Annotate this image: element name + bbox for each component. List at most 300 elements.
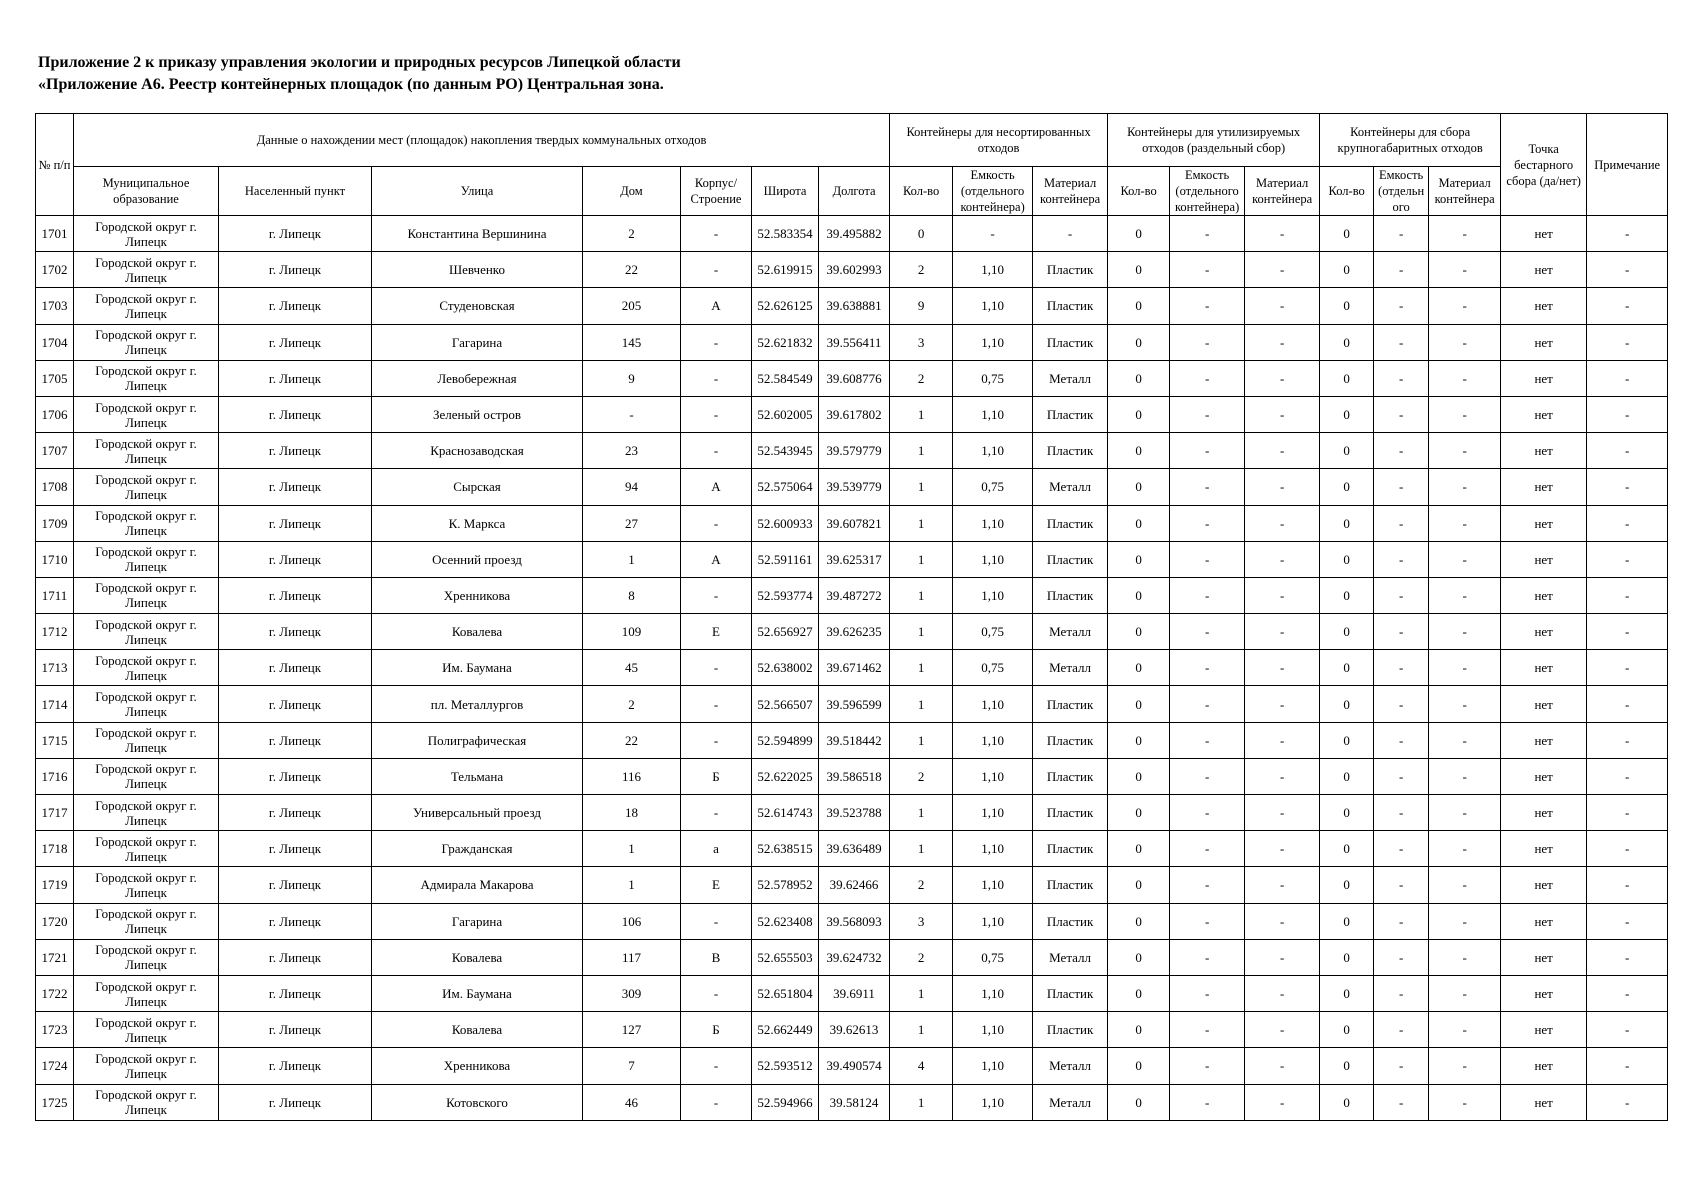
recycle-count-cell: 0 [1108, 939, 1170, 975]
row-number: 1707 [36, 433, 74, 469]
unsorted-count-cell: 2 [890, 867, 953, 903]
street-cell: Гагарина [372, 324, 583, 360]
recycle-material-cell: - [1245, 795, 1320, 831]
table-row [36, 1012, 1668, 1048]
municipality-cell: Городской округ г. Липецк [74, 795, 219, 831]
unsorted-capacity-cell: 0,75 [953, 614, 1033, 650]
recycle-count-cell: 0 [1108, 1048, 1170, 1084]
recycle-material-cell: - [1245, 216, 1320, 252]
unsorted-capacity-cell: 0,75 [953, 650, 1033, 686]
latitude-cell: 52.591161 [752, 541, 819, 577]
table-row [36, 722, 1668, 758]
settlement-cell: г. Липецк [219, 867, 372, 903]
unsorted-capacity-cell: 1,10 [953, 722, 1033, 758]
building-cell: Б [681, 1012, 752, 1048]
latitude-cell: 52.656927 [752, 614, 819, 650]
unsorted-material-cell: Пластик [1033, 288, 1108, 324]
bulk-point-cell: нет [1501, 795, 1587, 831]
house-cell: 27 [583, 505, 681, 541]
unsorted-count-cell: 1 [890, 722, 953, 758]
municipality-cell: Городской округ г. Липецк [74, 577, 219, 613]
unsorted-capacity-cell: 1,10 [953, 867, 1033, 903]
row-number: 1709 [36, 505, 74, 541]
header-unsorted-group: Контейнеры для несортированных отходов [890, 114, 1108, 167]
longitude-cell: 39.62613 [819, 1012, 890, 1048]
unsorted-capacity-cell: - [953, 216, 1033, 252]
bulky-count-cell: 0 [1320, 939, 1374, 975]
recycle-material-cell: - [1245, 577, 1320, 613]
bulky-capacity-cell: - [1374, 396, 1429, 432]
bulky-capacity-cell: - [1374, 650, 1429, 686]
latitude-cell: 52.622025 [752, 758, 819, 794]
street-cell: Ковалева [372, 614, 583, 650]
building-cell: - [681, 505, 752, 541]
header-bulk-point: Точка бестарного сбора (да/нет) [1501, 114, 1587, 216]
latitude-cell: 52.623408 [752, 903, 819, 939]
longitude-cell: 39.487272 [819, 577, 890, 613]
recycle-capacity-cell: - [1170, 939, 1245, 975]
note-cell: - [1587, 758, 1668, 794]
header-municipality: Муниципальное образование [74, 167, 219, 216]
municipality-cell: Городской округ г. Липецк [74, 867, 219, 903]
recycle-material-cell: - [1245, 1084, 1320, 1120]
street-cell: Краснозаводская [372, 433, 583, 469]
house-cell: 309 [583, 975, 681, 1011]
note-cell: - [1587, 1012, 1668, 1048]
note-cell: - [1587, 1084, 1668, 1120]
unsorted-capacity-cell: 1,10 [953, 1048, 1033, 1084]
unsorted-count-cell: 1 [890, 433, 953, 469]
longitude-cell: 39.607821 [819, 505, 890, 541]
street-cell: Ковалева [372, 939, 583, 975]
settlement-cell: г. Липецк [219, 577, 372, 613]
recycle-count-cell: 0 [1108, 577, 1170, 613]
house-cell: 23 [583, 433, 681, 469]
settlement-cell: г. Липецк [219, 469, 372, 505]
settlement-cell: г. Липецк [219, 903, 372, 939]
row-number: 1714 [36, 686, 74, 722]
municipality-cell: Городской округ г. Липецк [74, 758, 219, 794]
recycle-capacity-cell: - [1170, 758, 1245, 794]
house-cell: 205 [583, 288, 681, 324]
unsorted-material-cell: Металл [1033, 650, 1108, 686]
latitude-cell: 52.584549 [752, 360, 819, 396]
unsorted-count-cell: 1 [890, 396, 953, 432]
note-cell: - [1587, 614, 1668, 650]
unsorted-count-cell: 1 [890, 1012, 953, 1048]
unsorted-material-cell: Пластик [1033, 831, 1108, 867]
bulky-count-cell: 0 [1320, 505, 1374, 541]
municipality-cell: Городской округ г. Липецк [74, 324, 219, 360]
unsorted-capacity-cell: 1,10 [953, 505, 1033, 541]
street-cell: Константина Вершинина [372, 216, 583, 252]
table-row [36, 795, 1668, 831]
recycle-capacity-cell: - [1170, 505, 1245, 541]
row-number: 1720 [36, 903, 74, 939]
bulk-point-cell: нет [1501, 577, 1587, 613]
street-cell: Хренникова [372, 577, 583, 613]
bulk-point-cell: нет [1501, 1084, 1587, 1120]
recycle-capacity-cell: - [1170, 577, 1245, 613]
recycle-capacity-cell: - [1170, 686, 1245, 722]
bulky-count-cell: 0 [1320, 433, 1374, 469]
municipality-cell: Городской округ г. Липецк [74, 541, 219, 577]
settlement-cell: г. Липецк [219, 396, 372, 432]
row-number: 1711 [36, 577, 74, 613]
unsorted-count-cell: 1 [890, 614, 953, 650]
header-recycle-group: Контейнеры для утилизируемых отходов (раздельный сбор) [1108, 114, 1320, 167]
header-num: № п/п [36, 114, 74, 216]
house-cell: 22 [583, 252, 681, 288]
row-number: 1703 [36, 288, 74, 324]
bulky-material-cell: - [1429, 722, 1501, 758]
bulky-material-cell: - [1429, 577, 1501, 613]
municipality-cell: Городской округ г. Липецк [74, 686, 219, 722]
row-number: 1701 [36, 216, 74, 252]
note-cell: - [1587, 577, 1668, 613]
recycle-count-cell: 0 [1108, 758, 1170, 794]
municipality-cell: Городской округ г. Липецк [74, 722, 219, 758]
street-cell: К. Маркса [372, 505, 583, 541]
row-number: 1722 [36, 975, 74, 1011]
recycle-material-cell: - [1245, 505, 1320, 541]
unsorted-count-cell: 4 [890, 1048, 953, 1084]
bulky-count-cell: 0 [1320, 541, 1374, 577]
building-cell: - [681, 795, 752, 831]
building-cell: Е [681, 867, 752, 903]
bulky-count-cell: 0 [1320, 469, 1374, 505]
bulky-capacity-cell: - [1374, 469, 1429, 505]
street-cell: Осенний проезд [372, 541, 583, 577]
unsorted-material-cell: Пластик [1033, 324, 1108, 360]
recycle-material-cell: - [1245, 867, 1320, 903]
settlement-cell: г. Липецк [219, 324, 372, 360]
street-cell: Сырская [372, 469, 583, 505]
unsorted-material-cell: Металл [1033, 360, 1108, 396]
settlement-cell: г. Липецк [219, 614, 372, 650]
bulky-count-cell: 0 [1320, 722, 1374, 758]
street-cell: Гагарина [372, 903, 583, 939]
settlement-cell: г. Липецк [219, 216, 372, 252]
table-row [36, 831, 1668, 867]
header-bulky-count: Кол-во [1320, 167, 1374, 216]
unsorted-material-cell: Металл [1033, 1048, 1108, 1084]
settlement-cell: г. Липецк [219, 1048, 372, 1084]
table-row [36, 614, 1668, 650]
house-cell: 109 [583, 614, 681, 650]
document-title [38, 52, 681, 96]
longitude-cell: 39.523788 [819, 795, 890, 831]
settlement-cell: г. Липецк [219, 758, 372, 794]
note-cell: - [1587, 903, 1668, 939]
note-cell: - [1587, 686, 1668, 722]
recycle-material-cell: - [1245, 758, 1320, 794]
row-number: 1724 [36, 1048, 74, 1084]
settlement-cell: г. Липецк [219, 1012, 372, 1048]
note-cell: - [1587, 650, 1668, 686]
building-cell: - [681, 252, 752, 288]
bulky-material-cell: - [1429, 1048, 1501, 1084]
house-cell: 18 [583, 795, 681, 831]
bulk-point-cell: нет [1501, 360, 1587, 396]
bulky-capacity-cell: - [1374, 505, 1429, 541]
street-cell: Тельмана [372, 758, 583, 794]
bulky-count-cell: 0 [1320, 686, 1374, 722]
table-row [36, 686, 1668, 722]
note-cell: - [1587, 795, 1668, 831]
recycle-material-cell: - [1245, 360, 1320, 396]
recycle-capacity-cell: - [1170, 433, 1245, 469]
row-number: 1717 [36, 795, 74, 831]
recycle-count-cell: 0 [1108, 614, 1170, 650]
settlement-cell: г. Липецк [219, 1084, 372, 1120]
bulk-point-cell: нет [1501, 831, 1587, 867]
row-number: 1723 [36, 1012, 74, 1048]
bulk-point-cell: нет [1501, 939, 1587, 975]
bulky-material-cell: - [1429, 1012, 1501, 1048]
header-latitude: Широта [752, 167, 819, 216]
unsorted-count-cell: 1 [890, 686, 953, 722]
building-cell: - [681, 1084, 752, 1120]
unsorted-capacity-cell: 1,10 [953, 324, 1033, 360]
street-cell: Гражданская [372, 831, 583, 867]
latitude-cell: 52.593774 [752, 577, 819, 613]
bulky-material-cell: - [1429, 831, 1501, 867]
unsorted-material-cell: Пластик [1033, 1012, 1108, 1048]
unsorted-count-cell: 1 [890, 577, 953, 613]
municipality-cell: Городской округ г. Липецк [74, 288, 219, 324]
bulk-point-cell: нет [1501, 903, 1587, 939]
bulky-material-cell: - [1429, 216, 1501, 252]
row-number: 1705 [36, 360, 74, 396]
unsorted-capacity-cell: 1,10 [953, 433, 1033, 469]
building-cell: В [681, 939, 752, 975]
house-cell: 7 [583, 1048, 681, 1084]
recycle-capacity-cell: - [1170, 469, 1245, 505]
bulky-capacity-cell: - [1374, 903, 1429, 939]
table-header [36, 114, 1668, 216]
note-cell: - [1587, 939, 1668, 975]
bulky-count-cell: 0 [1320, 360, 1374, 396]
latitude-cell: 52.614743 [752, 795, 819, 831]
bulk-point-cell: нет [1501, 722, 1587, 758]
bulk-point-cell: нет [1501, 614, 1587, 650]
bulky-capacity-cell: - [1374, 577, 1429, 613]
table-row [36, 1084, 1668, 1120]
recycle-count-cell: 0 [1108, 360, 1170, 396]
unsorted-count-cell: 2 [890, 939, 953, 975]
street-cell: Шевченко [372, 252, 583, 288]
street-cell: пл. Металлургов [372, 686, 583, 722]
longitude-cell: 39.539779 [819, 469, 890, 505]
building-cell: - [681, 686, 752, 722]
table-row [36, 433, 1668, 469]
bulk-point-cell: нет [1501, 216, 1587, 252]
bulky-material-cell: - [1429, 505, 1501, 541]
latitude-cell: 52.575064 [752, 469, 819, 505]
bulky-capacity-cell: - [1374, 975, 1429, 1011]
header-unsorted-material: Материал контейнера [1033, 167, 1108, 216]
unsorted-count-cell: 0 [890, 216, 953, 252]
building-cell: - [681, 1048, 752, 1084]
note-cell: - [1587, 252, 1668, 288]
unsorted-material-cell: Пластик [1033, 867, 1108, 903]
bulky-material-cell: - [1429, 795, 1501, 831]
recycle-count-cell: 0 [1108, 252, 1170, 288]
latitude-cell: 52.651804 [752, 975, 819, 1011]
unsorted-material-cell: Пластик [1033, 686, 1108, 722]
street-cell: Им. Баумана [372, 650, 583, 686]
recycle-material-cell: - [1245, 1048, 1320, 1084]
recycle-capacity-cell: - [1170, 975, 1245, 1011]
row-number: 1712 [36, 614, 74, 650]
recycle-capacity-cell: - [1170, 903, 1245, 939]
unsorted-material-cell: Пластик [1033, 505, 1108, 541]
bulky-count-cell: 0 [1320, 288, 1374, 324]
unsorted-count-cell: 3 [890, 903, 953, 939]
recycle-count-cell: 0 [1108, 216, 1170, 252]
latitude-cell: 52.594966 [752, 1084, 819, 1120]
table-row [36, 867, 1668, 903]
recycle-count-cell: 0 [1108, 324, 1170, 360]
header-settlement: Населенный пункт [219, 167, 372, 216]
bulky-count-cell: 0 [1320, 216, 1374, 252]
table-row [36, 505, 1668, 541]
recycle-capacity-cell: - [1170, 216, 1245, 252]
bulk-point-cell: нет [1501, 252, 1587, 288]
municipality-cell: Городской округ г. Липецк [74, 903, 219, 939]
note-cell: - [1587, 360, 1668, 396]
recycle-count-cell: 0 [1108, 650, 1170, 686]
building-cell: А [681, 541, 752, 577]
house-cell: 106 [583, 903, 681, 939]
bulky-count-cell: 0 [1320, 1012, 1374, 1048]
table-row [36, 288, 1668, 324]
recycle-material-cell: - [1245, 396, 1320, 432]
latitude-cell: 52.543945 [752, 433, 819, 469]
title-line-2: «Приложение А6. Реестр контейнерных площадок (по данным РО) Центральная зона. [38, 76, 664, 93]
bulky-material-cell: - [1429, 288, 1501, 324]
municipality-cell: Городской округ г. Липецк [74, 1084, 219, 1120]
street-cell: Им. Баумана [372, 975, 583, 1011]
unsorted-material-cell: Пластик [1033, 396, 1108, 432]
note-cell: - [1587, 541, 1668, 577]
note-cell: - [1587, 1048, 1668, 1084]
longitude-cell: 39.671462 [819, 650, 890, 686]
unsorted-capacity-cell: 1,10 [953, 396, 1033, 432]
bulky-capacity-cell: - [1374, 324, 1429, 360]
bulky-count-cell: 0 [1320, 396, 1374, 432]
house-cell: 94 [583, 469, 681, 505]
settlement-cell: г. Липецк [219, 975, 372, 1011]
settlement-cell: г. Липецк [219, 252, 372, 288]
longitude-cell: 39.636489 [819, 831, 890, 867]
latitude-cell: 52.638515 [752, 831, 819, 867]
unsorted-count-cell: 1 [890, 650, 953, 686]
header-unsorted-count: Кол-во [890, 167, 953, 216]
bulky-capacity-cell: - [1374, 831, 1429, 867]
title-line-1: Приложение 2 к приказу управления экологии и природных ресурсов Липецкой области [38, 54, 681, 71]
header-recycle-material: Материал контейнера [1245, 167, 1320, 216]
street-cell: Зеленый остров [372, 396, 583, 432]
house-cell: 117 [583, 939, 681, 975]
recycle-count-cell: 0 [1108, 686, 1170, 722]
bulky-material-cell: - [1429, 252, 1501, 288]
recycle-capacity-cell: - [1170, 1012, 1245, 1048]
recycle-count-cell: 0 [1108, 433, 1170, 469]
table-row [36, 577, 1668, 613]
longitude-cell: 39.638881 [819, 288, 890, 324]
bulky-capacity-cell: - [1374, 1048, 1429, 1084]
unsorted-material-cell: Пластик [1033, 795, 1108, 831]
building-cell: а [681, 831, 752, 867]
longitude-cell: 39.626235 [819, 614, 890, 650]
bulk-point-cell: нет [1501, 1012, 1587, 1048]
building-cell: - [681, 360, 752, 396]
recycle-capacity-cell: - [1170, 252, 1245, 288]
row-number: 1718 [36, 831, 74, 867]
row-number: 1702 [36, 252, 74, 288]
recycle-material-cell: - [1245, 469, 1320, 505]
bulky-count-cell: 0 [1320, 650, 1374, 686]
table-row [36, 360, 1668, 396]
header-longitude: Долгота [819, 167, 890, 216]
building-cell: - [681, 433, 752, 469]
unsorted-capacity-cell: 1,10 [953, 758, 1033, 794]
settlement-cell: г. Липецк [219, 939, 372, 975]
longitude-cell: 39.579779 [819, 433, 890, 469]
header-recycle-capacity: Емкость (отдельного контейнера) [1170, 167, 1245, 216]
bulky-capacity-cell: - [1374, 686, 1429, 722]
recycle-material-cell: - [1245, 831, 1320, 867]
note-cell: - [1587, 867, 1668, 903]
bulk-point-cell: нет [1501, 505, 1587, 541]
latitude-cell: 52.602005 [752, 396, 819, 432]
row-number: 1713 [36, 650, 74, 686]
table-row [36, 541, 1668, 577]
bulky-material-cell: - [1429, 975, 1501, 1011]
row-number: 1719 [36, 867, 74, 903]
unsorted-capacity-cell: 1,10 [953, 686, 1033, 722]
table-row [36, 650, 1668, 686]
bulky-count-cell: 0 [1320, 1048, 1374, 1084]
building-cell: А [681, 469, 752, 505]
municipality-cell: Городской округ г. Липецк [74, 1012, 219, 1048]
table-row [36, 396, 1668, 432]
bulky-material-cell: - [1429, 360, 1501, 396]
municipality-cell: Городской округ г. Липецк [74, 975, 219, 1011]
municipality-cell: Городской округ г. Липецк [74, 505, 219, 541]
house-cell: 1 [583, 831, 681, 867]
latitude-cell: 52.638002 [752, 650, 819, 686]
note-cell: - [1587, 433, 1668, 469]
unsorted-material-cell: Пластик [1033, 541, 1108, 577]
house-cell: 127 [583, 1012, 681, 1048]
longitude-cell: 39.58124 [819, 1084, 890, 1120]
recycle-material-cell: - [1245, 614, 1320, 650]
bulky-material-cell: - [1429, 939, 1501, 975]
bulk-point-cell: нет [1501, 541, 1587, 577]
longitude-cell: 39.596599 [819, 686, 890, 722]
bulky-material-cell: - [1429, 396, 1501, 432]
row-number: 1708 [36, 469, 74, 505]
bulky-count-cell: 0 [1320, 324, 1374, 360]
recycle-material-cell: - [1245, 252, 1320, 288]
recycle-capacity-cell: - [1170, 288, 1245, 324]
bulky-material-cell: - [1429, 541, 1501, 577]
latitude-cell: 52.593512 [752, 1048, 819, 1084]
bulk-point-cell: нет [1501, 396, 1587, 432]
